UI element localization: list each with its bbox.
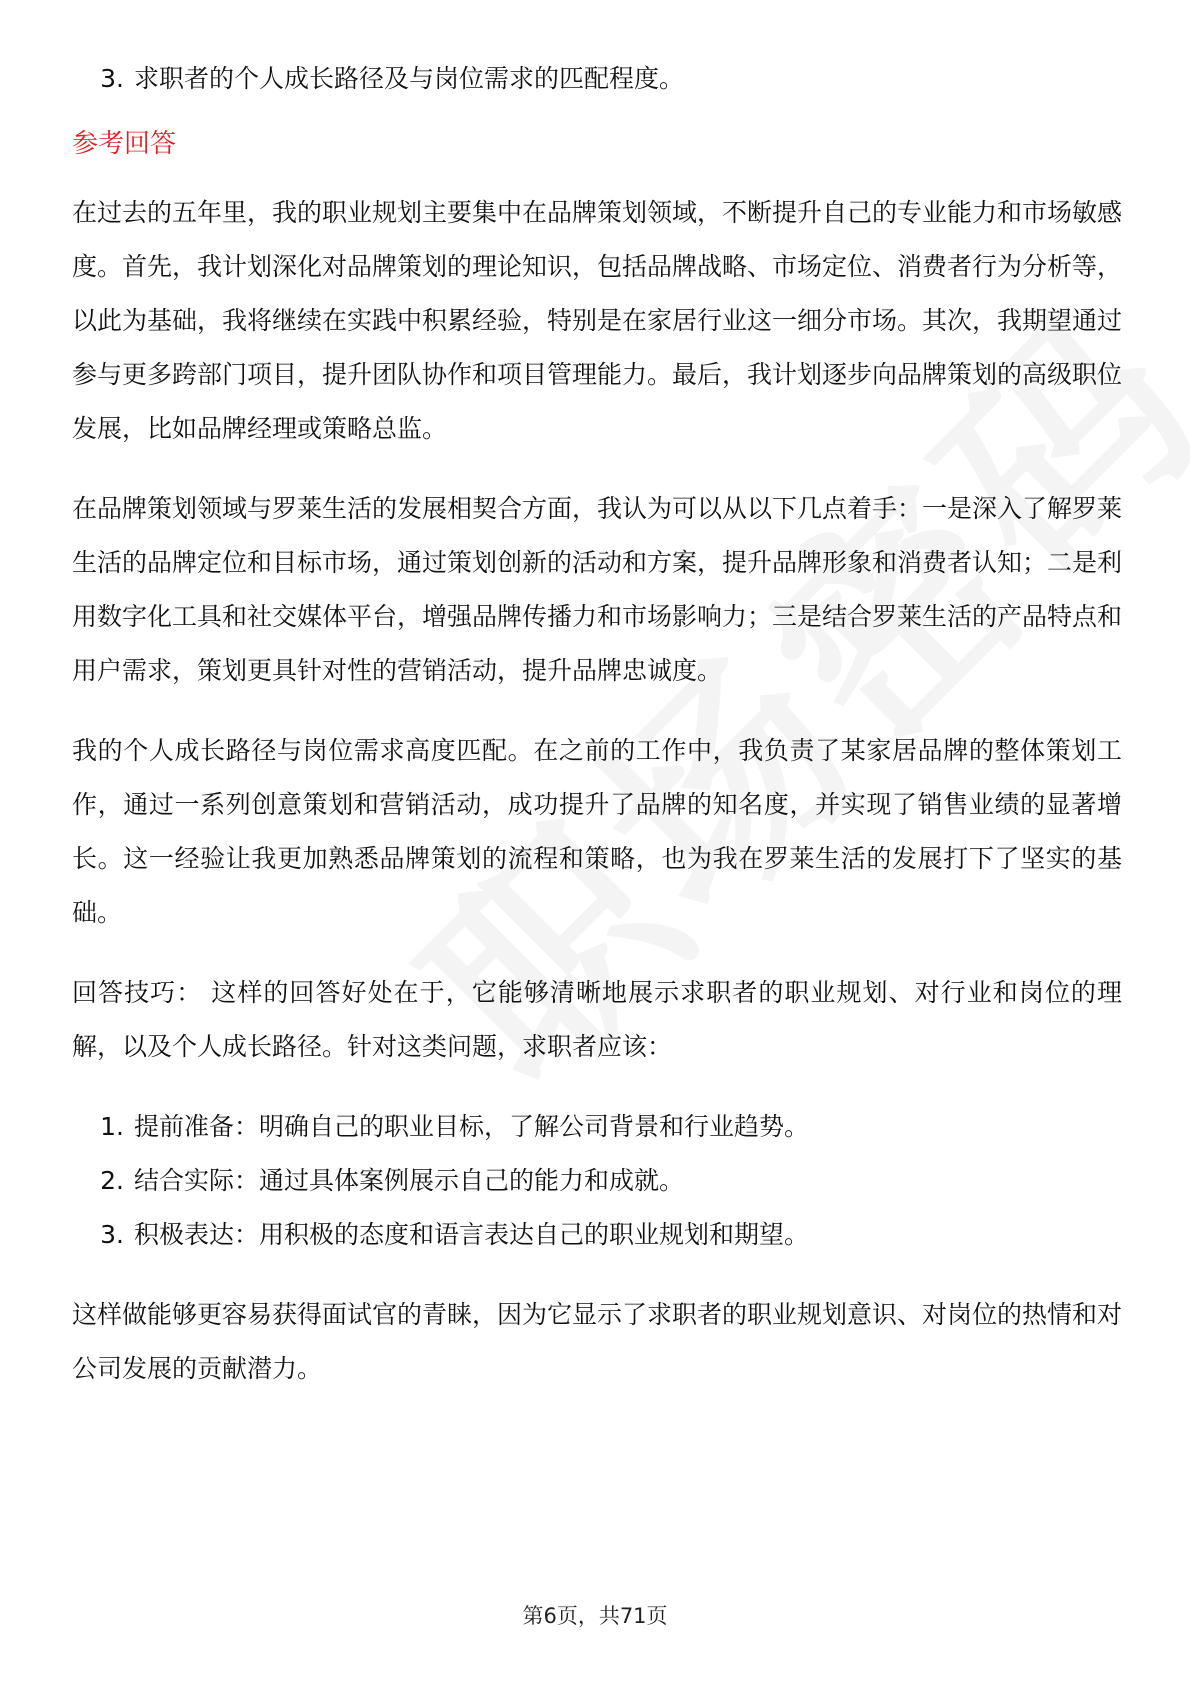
list-item bbox=[72, 60, 1122, 98]
list-number: 2. bbox=[100, 1166, 124, 1195]
paragraph-company-fit: 在品牌策划领域与罗莱生活的发展相契合方面，我认为可以从以下几点着手：一是深入了解罗莱生活的品牌定位和目标市场，通过策划创新的活动和方案，提升品牌形象和消费者认知；二是利用数字化工具和社交媒体平台，增强品牌传播力和市场影响力；三是结合罗莱生活的产品特点和用户需求，策划更具针对性的营销活动，提升品牌忠诚度。 bbox=[72, 494, 1123, 685]
list-text: 求职者的个人成长路径及与岗位需求的匹配程度。 bbox=[134, 64, 685, 93]
list-text: 提前准备：明确自己的职业目标，了解公司背景和行业趋势。 bbox=[134, 1112, 810, 1141]
tips-list bbox=[72, 1100, 1122, 1262]
list-text: 结合实际：通过具体案例展示自己的能力和成就。 bbox=[134, 1166, 685, 1195]
paragraph-tips bbox=[72, 966, 1122, 1074]
list-number: 1. bbox=[100, 1112, 124, 1141]
list-text: 积极表达：用积极的态度和语言表达自己的职业规划和期望。 bbox=[134, 1220, 810, 1249]
paragraph-career-plan: 在过去的五年里，我的职业规划主要集中在品牌策划领域，不断提升自己的专业能力和市场敏感度。首先，我计划深化对品牌策划的理论知识，包括品牌战略、市场定位、消费者行为分析等，以此为基础，我将继续在实践中积累经验，特别是在家居行业这一细分市场。其次，我期望通过参与更多跨部门项目，提升团队协作和项目管理能力。最后，我计划逐步向品牌策划的高级职位发展，比如品牌经理或策略总监。 bbox=[72, 198, 1123, 443]
tips-label: 回答技巧： bbox=[72, 978, 203, 1007]
list-number: 3. bbox=[100, 1220, 124, 1249]
tips-text: 这样的回答好处在于，它能够清晰地展示求职者的职业规划、对行业和岗位的理解，以及个人成长路径。针对这类问题，求职者应该： bbox=[72, 978, 1122, 1061]
section-heading: 参考回答 bbox=[72, 129, 177, 159]
list-number: 3. bbox=[100, 64, 124, 93]
paragraph-closing: 这样做能够更容易获得面试官的青睐，因为它显示了求职者的职业规划意识、对岗位的热情和对公司发展的贡献潜力。 bbox=[72, 1300, 1123, 1383]
paragraph-growth-match: 我的个人成长路径与岗位需求高度匹配。在之前的工作中，我负责了某家居品牌的整体策划工作，通过一系列创意策划和营销活动，成功提升了品牌的知名度，并实现了销售业绩的显著增长。这一经验让我更加熟悉品牌策划的流程和策略，也为我在罗莱生活的发展打下了坚实的基础。 bbox=[72, 736, 1122, 927]
list-item bbox=[72, 1100, 1122, 1154]
page-footer: 第6页，共71页 bbox=[522, 1604, 668, 1628]
list-item bbox=[72, 1208, 1122, 1262]
list-item bbox=[72, 1154, 1122, 1208]
page-content bbox=[72, 60, 1122, 1422]
